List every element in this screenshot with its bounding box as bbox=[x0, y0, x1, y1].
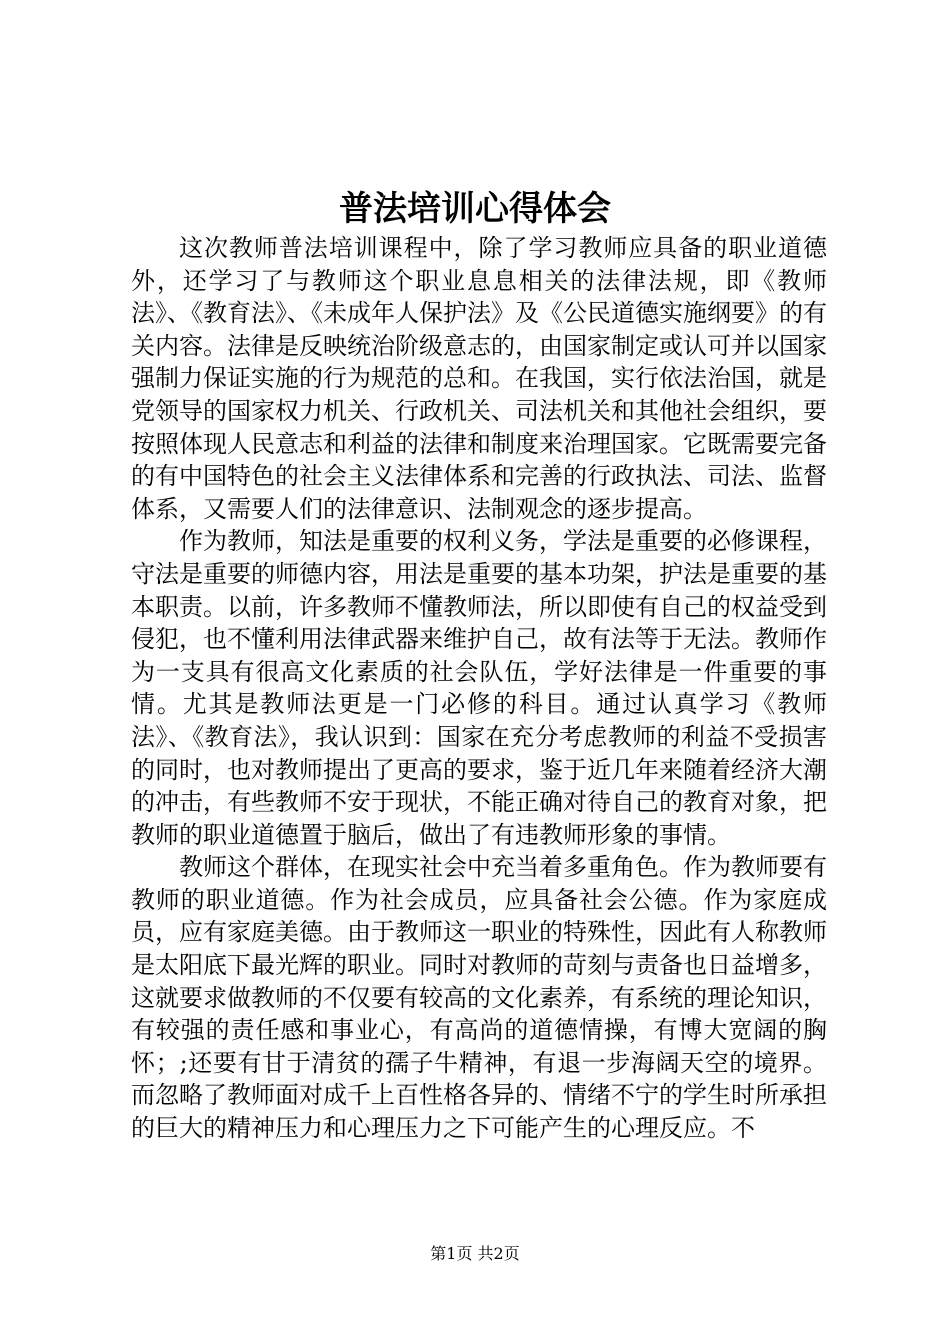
document-title: 普法培训心得体会 bbox=[339, 189, 611, 229]
paragraph-1: 这次教师普法培训课程中，除了学习教师应具备的职业道德外，还学习了与教师这个职业息息相关的法律法规，即《教师法》、《教育法》、《未成年人保护法》及《公民道德实施纲要》的有关内容。法律是反映统治阶级意志的，由国家制定或认可并以国家强制力保证实施的行为规范的总和。在我国，实行依法治国，就是党领导的国家权力机关、行政机关、司法机关和其他社会组织，要按照体现人民意志和利益的法律和制度来治理国家。它既需要完备的有中国特色的社会主义法律体系和完善的行政执法、司法、监督体系，又需要人们的法律意识、法制观念的逐步提高。 bbox=[131, 234, 827, 523]
document-body bbox=[131, 232, 827, 1145]
paragraph-2: 作为教师，知法是重要的权利义务，学法是重要的必修课程，守法是重要的师德内容，用法是重要的基本功架，护法是重要的基本职责。以前，许多教师不懂教师法，所以即使有自己的权益受到侵犯，也不懂利用法律武器来维护自己，故有法等于无法。教师作为一支具有很高文化素质的社会队伍，学好法律是一件重要的事情。尤其是教师法更是一门必修的科目。通过认真学习《教师法》、《教育法》，我认识到：国家在充分考虑教师的利益不受损害的同时，也对教师提出了更高的要求，鉴于近几年来随着经济大潮的冲击，有些教师不安于现状，不能正确对待自己的教育对象，把教师的职业道德置于脑后，做出了有违教师形象的事情。 bbox=[131, 527, 827, 849]
page-number-footer: 第1页 共2页 bbox=[430, 1244, 520, 1263]
paragraph-3: 教师这个群体，在现实社会中充当着多重角色。作为教师要有教师的职业道德。作为社会成员，应具备社会公德。作为家庭成员，应有家庭美德。由于教师这一职业的特殊性，因此有人称教师是太阳底下最光辉的职业。同时对教师的苛刻与责备也日益增多，这就要求做教师的不仅要有较高的文化素养，有系统的理论知识，有较强的责任感和事业心，有高尚的道德情操，有博大宽阔的胸怀；;还要有甘于清贫的孺子牛精神，有退一步海阔天空的境界。而忽略了教师面对成千上百性格各异的、情绪不宁的学生时所承担的巨大的精神压力和心理压力之下可能产生的心理反应。不 bbox=[131, 853, 827, 1143]
